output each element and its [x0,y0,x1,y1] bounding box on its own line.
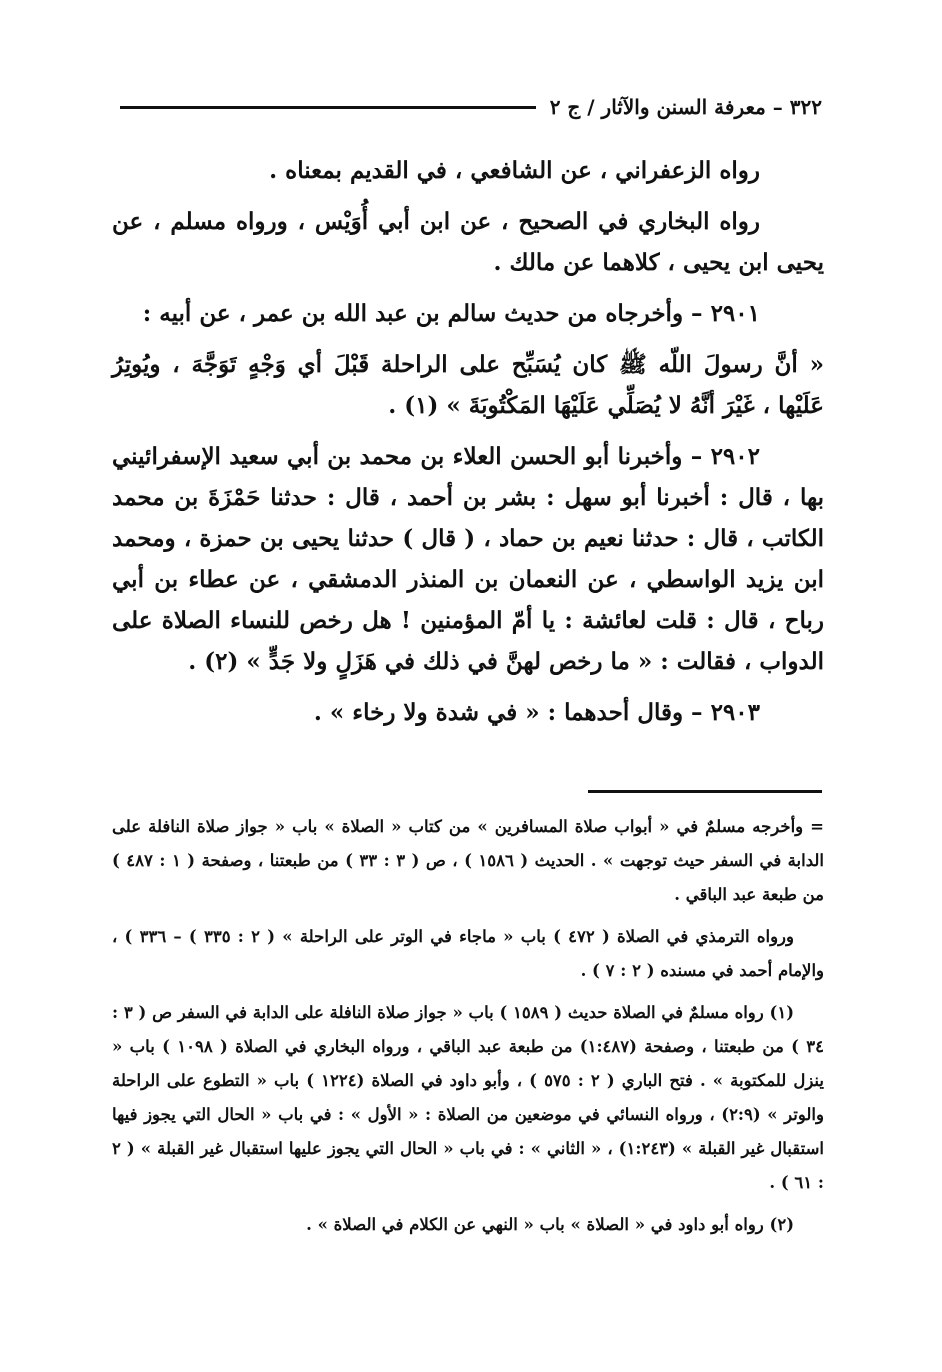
hadith-2903: ٢٩٠٣ – وقال أحدهما : « في شدة ولا رخاء » . [313,699,760,726]
footnote-1: (١) رواه مسلمٌ في الصلاة حديث ( ١٥٨٩ ) باب « جواز صلاة النافلة على الدابة في السفر ص ( ٣ : ٣٤ ) من طبعتنا ، وصفحة (١:٤٨٧) من طبعة عبد الباقي ، ورواه البخاري في الصلاة ( ١٠٩٨ ) باب « ينزل للمكتوبة » . فتح الباري ( ٢ : ٥٧٥ ) ، وأبو داود في الصلاة (١٢٢٤ ) باب « التطوع على الراحلة والوتر » (٢:٩) ، ورواه النسائي في موضعين من الصلاة : « الأول » : في باب « الحال التي يجوز فيها استقبال غير القبلة » (١:٢٤٣) ، « الثاني » : في باب « الحال التي يجوز عليها استقبال غير القبلة » ( ٢ : ٦١ ) . [112,1003,825,1192]
main-text [112,150,824,743]
hadith-2901-heading: ٢٩٠١ – وأخرجاه من حديث سالم بن عبد الله بن عمر ، عن أبيه : [142,300,760,327]
hadith-2901-text: « أنَّ رسولَ اللّه ﷺ كان يُسَبِّح على الراحلة قَبْلَ أي وَجْهٍ تَوَجَّهَ ، ويُوتِرُ عَلَيْها ، غَيْرَ أنَّهُ لا يُصَلِّي عَلَيْهَا المَكْتُوبَةَ » (١) . [112,351,824,419]
footnote-2: (٢) رواه أبو داود في « الصلاة » باب « النهي عن الكلام في الصلاة » . [306,1215,794,1234]
footnote-continuation-2: ورواه الترمذي في الصلاة ( ٤٧٢ ) باب « ماجاء في الوتر على الراحلة » ( ٢ : ٣٣٥ ) – ٣٣٦ ) ، والإمام أحمد في مسنده ( ٢ : ٧ ) . [112,927,824,980]
footnotes [112,810,824,1250]
footnote-separator [588,790,822,793]
header-rule [120,106,536,109]
footnote-continuation: = وأخرجه مسلمٌ في « أبواب صلاة المسافرين » من كتاب « الصلاة » باب « جواز صلاة النافلة على الدابة في السفر حيث توجهت » . الحديث ( ١٥٨٦ ) ، ص ( ٣ : ٣٣ ) من طبعتنا ، وصفحة ( ١ : ٤٨٧ ) من طبعة عبد الباقي . [112,817,824,904]
paragraph-1: رواه الزعفراني ، عن الشافعي ، في القديم بمعناه . [269,157,760,184]
paragraph-2: رواه البخاري في الصحيح ، عن ابن أبي أُوَيْس ، ورواه مسلم ، عن يحيى ابن يحيى ، كلاهما عن مالك . [112,208,824,276]
running-head: ٣٢٢ – معرفة السنن والآثار / ج ٢ [549,95,822,119]
page-header [120,92,822,122]
hadith-2902: ٢٩٠٢ – وأخبرنا أبو الحسن العلاء بن محمد بن أبي سعيد الإسفرائيني بها ، قال : أخبرنا أبو سهل : بشر بن أحمد ، قال : حدثنا حَمْزَةَ بن محمد الكاتب ، قال : حدثنا نعيم بن حماد ، ( قال ) حدثنا يحيى بن حمزة ، ومحمد ابن يزيد الواسطي ، عن النعمان بن المنذر الدمشقي ، عن عطاء بن أبي رباح ، قال : قلت لعائشة : يا أمّ المؤمنين ! هل رخص للنساء الصلاة على الدواب ، فقالت : « ما رخص لهنَّ في ذلك في هَزَلٍ ولا جَدٍّ » (٢) . [112,443,824,675]
